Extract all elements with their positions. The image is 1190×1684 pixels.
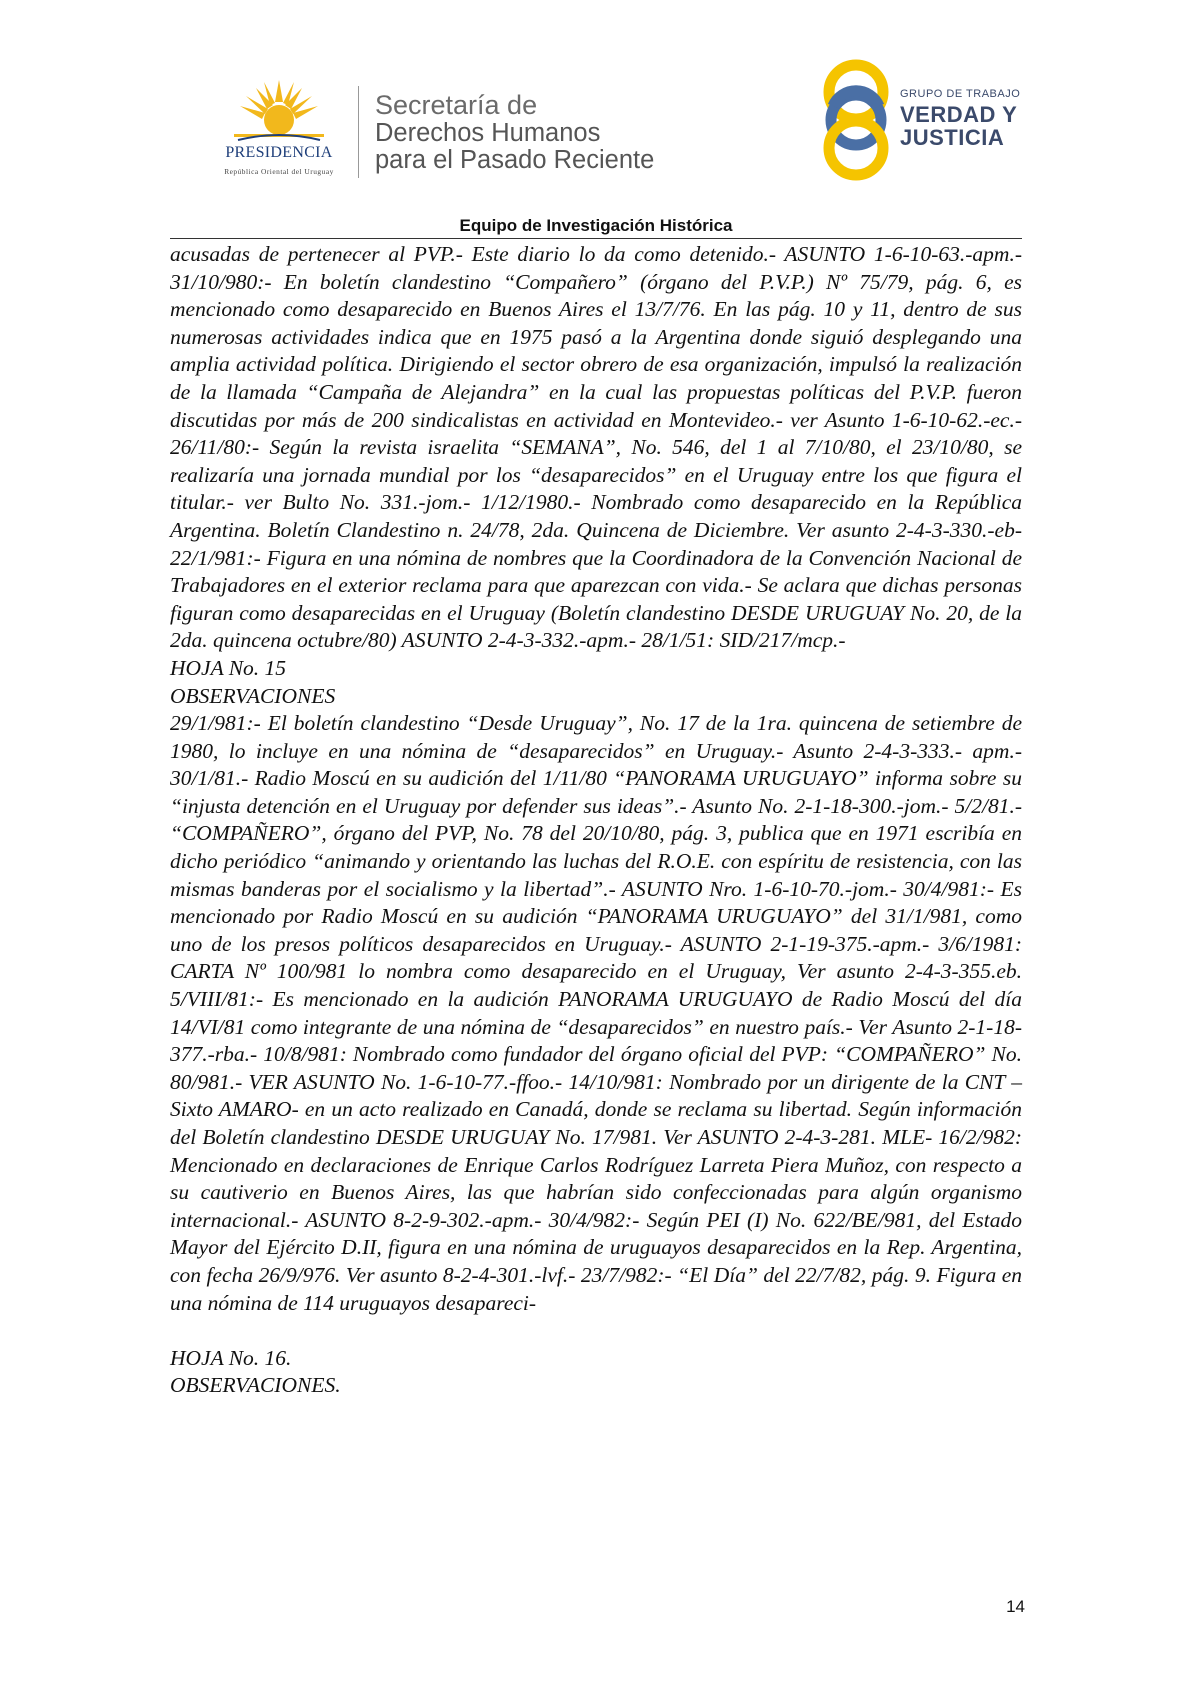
presidencia-logo (198, 78, 360, 178)
grupo-line-2: VERDAD Y (900, 102, 1018, 127)
page-number: 14 (1006, 1597, 1025, 1616)
sun-emblem-icon (234, 78, 324, 142)
header-rule (170, 238, 1022, 239)
body-paragraph-1: acusadas de pertenecer al PVP.- Este diario lo da como detenido.- ASUNTO 1-6-10-63.-apm.- 31/10/980:- En boletín clandestino “Compañero” (órgano del P.V.P.) Nº 75/79, pág. 6, es mencionado como desaparecido en Buenos Aires el 13/7/76. En las pág. 10 y 11, dentro de sus numerosas actividades indica que en 1975 pasó a la Argentina donde siguió desplegando una amplia actividad política. Dirigiendo el sector obrero de esa organización, impulsó la realización de la llamada “Campaña de Alejandra” en la cual las propuestas políticas del P.V.P. fueron discutidas por más de 200 sindicalistas en actividad en Montevideo.- ver Asunto 1-6-10-62.-ec.- 26/11/80:- Según la revista israelita “SEMANA”, No. 546, del 1 al 7/10/80, el 23/10/80, se realizaría una jornada mundial por los “desaparecidos” en el Uruguay entre los que figura el titular.- ver Bulto No. 331.-jom.- 1/12/1980.- Nombrado como desaparecido en la República Argentina. Boletín Clandestino n. 24/78, 2da. Quincena de Diciembre. Ver asunto 2-4-3-330.-eb- 22/1/981:- Figura en una nómina de nombres que la Coordinadora de la Convención Nacional de Trabajadores en el exterior reclama para que aparezcan con vida.- Se aclara que dichas personas figuran como desaparecidas en el Uruguay (Boletín clandestino DESDE URUGUAY No. 20, de la 2da. quincena octubre/80) ASUNTO 2-4-3-332.-apm.- 28/1/51: SID/217/mcp.- (170, 242, 1022, 653)
header-divider (358, 86, 359, 178)
secretaria-line-1: Secretaría de (375, 90, 538, 120)
observaciones-heading-2: OBSERVACIONES. (170, 1373, 341, 1398)
observaciones-heading-1: OBSERVACIONES (170, 683, 336, 708)
body-paragraph-2: 29/1/981:- El boletín clandestino “Desde Uruguay”, No. 17 de la 1ra. quincena de setiembre de 1980, lo incluye en una nómina de “desaparecidos” en Uruguay.- Asunto 2-4-3-333.- apm.- 30/1/81.- Radio Moscú en su audición del 1/11/80 “PANORAMA URUGUAYO” informa sobre su “injusta detención en el Uruguay por defender sus ideas”.- Asunto No. 2-1-18-300.-jom.- 5/2/81.- “COMPAÑERO”, órgano del PVP, No. 78 del 20/10/80, pág. 3, publica que en 1971 escribía en dicho periódico “animando y orientando las luchas del R.O.E. con espíritu de resistencia, con las mismas banderas por el socialismo y la libertad”.- ASUNTO Nro. 1-6-10-70.-jom.- 30/4/981:- Es mencionado por Radio Moscú en su audición “PANORAMA URUGUAYO” del 31/1/981, como uno de los presos políticos desaparecidos en Uruguay.- ASUNTO 2-1-19-375.-apm.- 3/6/1981: CARTA Nº 100/981 lo nombra como desaparecido en el Uruguay, Ver asunto 2-4-3-355.eb. 5/VIII/81:- Es mencionado en la audición PANORAMA URUGUAYO de Radio Moscú del día 14/VI/81 como integrante de una nómina de “desaparecidos” en nuestro país.- Ver Asunto 2-1-18-377.-rba.- 10/8/981: Nombrado como fundador del órgano oficial del PVP: “COMPAÑERO” No. 80/981.- VER ASUNTO No. 1-6-10-77.-ffoo.- 14/10/981: Nombrado por un dirigente de la CNT – Sixto AMARO- en un acto realizado en Canadá, donde se reclama su libertad. Según información del Boletín clandestino DESDE URUGUAY No. 17/981. Ver ASUNTO 2-4-3-281. MLE- 16/2/982: Mencionado en declaraciones de Enrique Carlos Rodríguez Larreta Piera Muñoz, con respecto a su cautiverio en Buenos Aires, las que habrían sido confeccionadas para algún organismo internacional.- ASUNTO 8-2-9-302.-apm.- 30/4/982:- Según PEI (I) No. 622/BE/981, del Estado Mayor del Ejército D.II, figura en una nómina de uruguayos desaparecidos en la Rep. Argentina, con fecha 26/9/976. Ver asunto 8-2-4-301.-lvf.- 23/7/982:- “El Día” del 22/7/82, pág. 9. Figura en una nómina de 114 uruguayos desapareci- (170, 711, 1022, 1315)
document-body (170, 241, 1022, 1400)
presidencia-name: PRESIDENCIA (225, 144, 333, 161)
grupo-line-1: GRUPO DE TRABAJO (900, 88, 1021, 100)
team-title: Equipo de Investigación Histórica (459, 216, 733, 235)
hoja-16-heading: HOJA No. 16. (170, 1345, 292, 1370)
linked-rings-icon (820, 58, 898, 183)
grupo-trabajo-logo (820, 58, 1030, 183)
secretaria-line-2: Derechos Humanos (375, 119, 601, 147)
grupo-line-3: JUSTICIA (900, 125, 1005, 150)
secretaria-line-3: para el Pasado Reciente (375, 146, 655, 174)
presidencia-subtitle: República Oriental del Uruguay (224, 167, 334, 176)
paragraph-spacer (170, 1317, 1022, 1345)
page-header (0, 0, 1190, 240)
secretaria-logo (375, 90, 654, 174)
hoja-15-heading: HOJA No. 15 (170, 655, 287, 680)
